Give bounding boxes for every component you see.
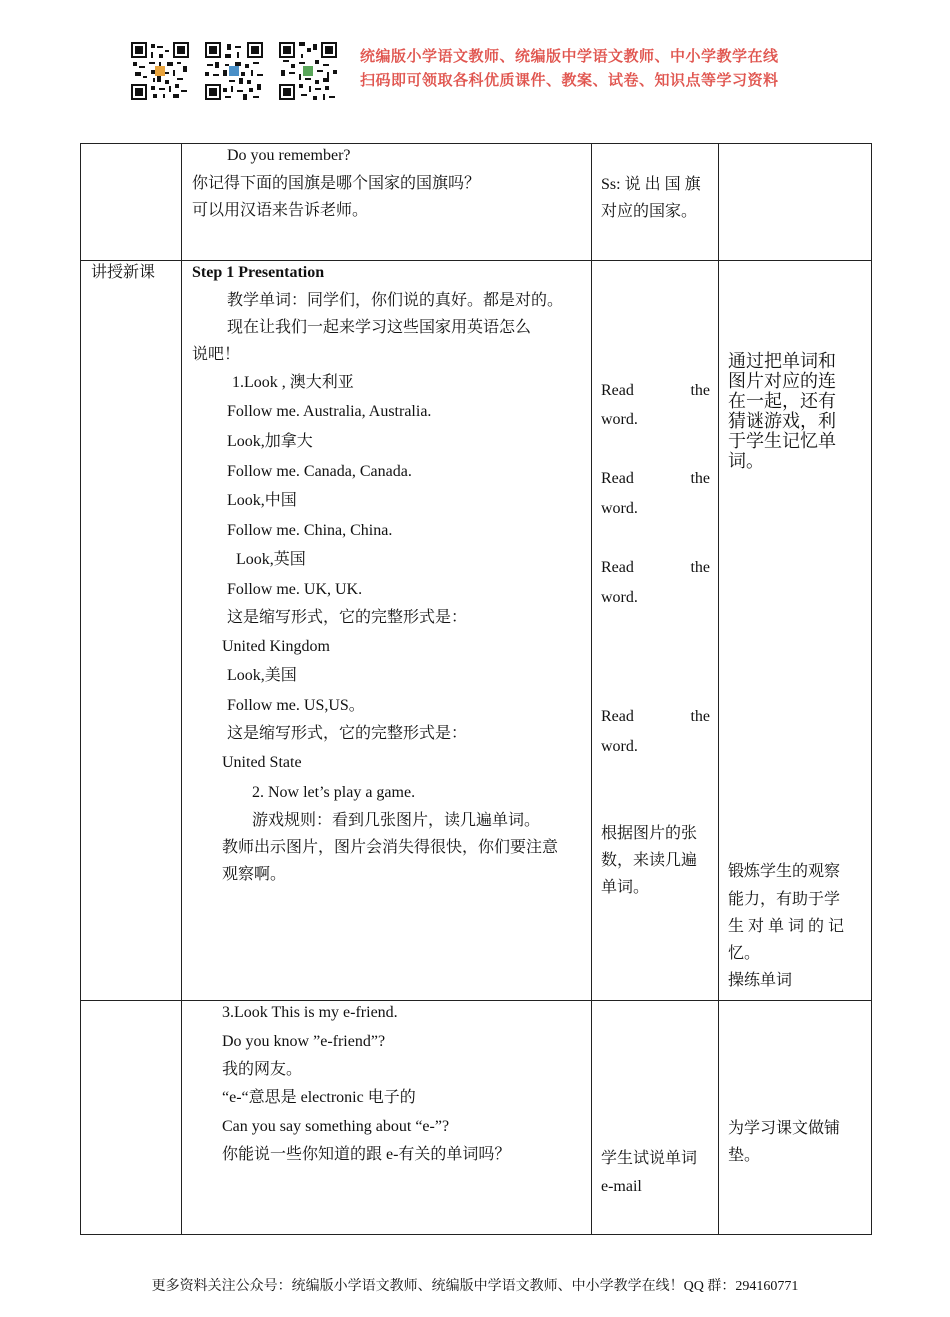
read-word-label: word. — [601, 500, 638, 517]
student-line: 数，来读几遍 — [601, 852, 698, 869]
teacher-line: 1.Look , 澳大利亚 — [232, 374, 354, 391]
teacher-activity-cell — [182, 1001, 592, 1235]
teacher-line: 3.Look This is my e-friend. — [222, 1004, 398, 1021]
intent-line: 忆。 — [728, 945, 761, 962]
teacher-line: Follow me. Australia, Australia. — [227, 403, 432, 420]
read-word-label: Read — [601, 382, 634, 399]
intent-line: 词。 — [728, 451, 764, 471]
teacher-line: 我的网友。 — [222, 1061, 303, 1078]
read-word-label: word. — [601, 411, 638, 428]
read-word-label: word. — [601, 589, 638, 606]
teacher-line: 教学单词：同学们，你们说的真好。都是对的。 — [227, 292, 564, 309]
student-activity-cell — [592, 1001, 719, 1235]
read-word-label: the — [690, 470, 710, 487]
teacher-line: 游戏规则：看到几张图片，读几遍单词。 — [252, 812, 541, 829]
teacher-line: 可以用汉语来告诉老师。 — [192, 202, 369, 219]
read-word-label: word. — [601, 738, 638, 755]
header-banner — [360, 44, 779, 92]
stage-cell — [81, 261, 182, 1001]
intent-line: 为学习课文做铺 — [728, 1120, 841, 1137]
teacher-line: “e-“意思是 electronic 电子的 — [222, 1089, 416, 1106]
table-row — [81, 144, 872, 261]
teacher-line: 观察啊。 — [222, 866, 287, 883]
table-row — [81, 1001, 872, 1235]
intent-line: 锻炼学生的观察 — [728, 863, 841, 880]
intent-line: 通过把单词和 — [728, 351, 836, 371]
intent-line: 生 对 单 词 的 记 — [728, 918, 845, 935]
teacher-line: 这是缩写形式，它的完整形式是： — [227, 609, 468, 626]
lesson-plan-table — [80, 143, 872, 1235]
design-intent-cell — [719, 144, 872, 261]
teacher-line: Look,美国 — [227, 667, 297, 684]
stage-label: 讲授新课 — [91, 264, 156, 281]
teacher-line: 说吧！ — [192, 346, 241, 363]
stage-cell — [81, 1001, 182, 1235]
read-word-label: Read — [601, 559, 634, 576]
read-word-label: Read — [601, 708, 634, 725]
student-line: e-mail — [601, 1178, 642, 1195]
read-word-label: Read — [601, 470, 634, 487]
teacher-line: Follow me. UK, UK. — [227, 581, 363, 598]
student-line: 根据图片的张 — [601, 825, 698, 842]
qr-code-3-image — [279, 42, 337, 100]
student-line: 对应的国家。 — [601, 203, 698, 220]
teacher-line: Do you know ”e-friend”? — [222, 1033, 386, 1050]
teacher-line: 你记得下面的国旗是哪个国家的国旗吗？ — [192, 175, 481, 192]
intent-line: 垫。 — [728, 1147, 761, 1164]
design-intent-cell — [719, 1001, 872, 1235]
teacher-line: Look,加拿大 — [227, 433, 313, 450]
read-word-label: the — [690, 382, 710, 399]
teacher-line: Do you remember? — [227, 147, 351, 164]
teacher-line: 2. Now let’s play a game. — [252, 784, 416, 801]
banner-line-1: 统编版小学语文教师、统编版中学语文教师、中小学教学在线 — [360, 47, 779, 65]
qr-code-1-image — [131, 42, 189, 100]
teacher-activity-cell — [182, 144, 592, 261]
intent-line: 猜谜游戏，利 — [728, 411, 836, 431]
teacher-line: 现在让我们一起来学习这些国家用英语怎么 — [227, 319, 532, 336]
teacher-line: Follow me. US,US。 — [227, 697, 365, 714]
read-word-label: the — [690, 708, 710, 725]
design-intent-cell — [719, 261, 872, 1001]
teacher-line: United State — [222, 754, 302, 771]
qr-code-2-image — [205, 42, 263, 100]
teacher-line: United Kingdom — [222, 638, 330, 655]
student-line: Ss: 说 出 国 旗 — [601, 176, 701, 193]
banner-line-2: 扫码即可领取各科优质课件、教案、试卷、知识点等学习资料 — [360, 71, 779, 89]
student-line: 学生试说单词 — [601, 1150, 698, 1167]
intent-line: 能力，有助于学 — [728, 891, 841, 908]
read-word-label: the — [690, 559, 710, 576]
intent-line: 图片对应的连 — [728, 371, 836, 391]
teacher-line: Follow me. China, China. — [227, 522, 393, 539]
intent-line: 于学生记忆单 — [728, 431, 836, 451]
intent-line: 在一起，还有 — [728, 391, 836, 411]
footer-note: 更多资料关注公众号：统编版小学语文教师、统编版中学语文教师、中小学教学在线！QQ 群：294160771 — [151, 1279, 799, 1294]
teacher-line: 教师出示图片，图片会消失得很快，你们要注意 — [222, 839, 559, 856]
intent-line: 操练单词 — [728, 972, 793, 989]
teacher-activity-cell — [182, 261, 592, 1001]
teacher-line: Look,英国 — [236, 551, 306, 568]
student-line: 单词。 — [601, 879, 650, 896]
teacher-line: 你能说一些你知道的跟 e-有关的单词吗？ — [222, 1146, 511, 1163]
step-heading: Step 1 Presentation — [192, 264, 325, 281]
stage-cell — [81, 144, 182, 261]
teacher-line: Look,中国 — [227, 492, 297, 509]
student-activity-cell — [592, 261, 719, 1001]
table-row — [81, 261, 872, 1001]
student-activity-cell — [592, 144, 719, 261]
teacher-line: 这是缩写形式，它的完整形式是： — [227, 725, 468, 742]
teacher-line: Follow me. Canada, Canada. — [227, 463, 412, 480]
teacher-line: Can you say something about “e-”? — [222, 1118, 450, 1135]
